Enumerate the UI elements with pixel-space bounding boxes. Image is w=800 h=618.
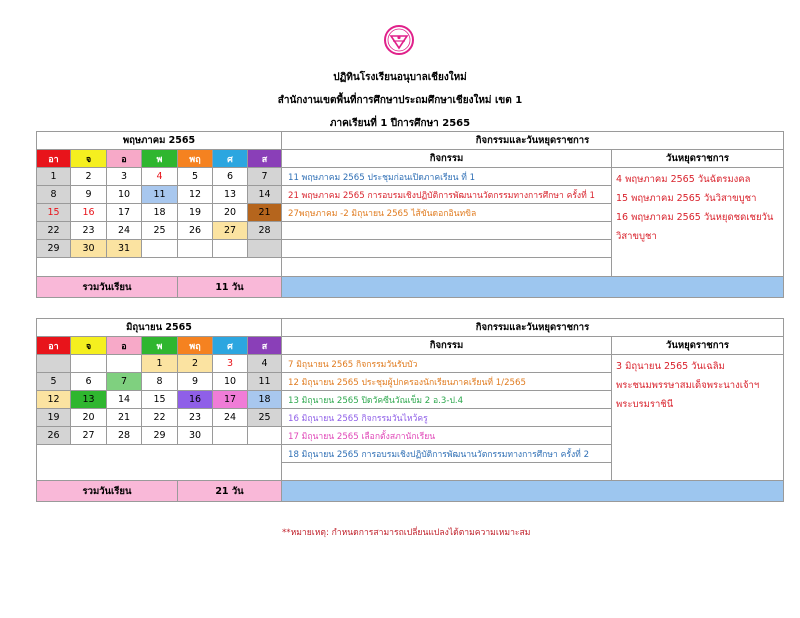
june-holiday-list: [612, 355, 784, 481]
day-cell: 1: [142, 355, 178, 373]
day-cell: 30: [71, 240, 107, 258]
day-cell: 18: [142, 204, 178, 222]
day-cell: [142, 240, 178, 258]
weekday-wed: พ: [142, 150, 178, 168]
weekday-sat: ส: [248, 150, 282, 168]
may-calendar-table: [36, 131, 784, 298]
june-summary-band: [282, 481, 784, 502]
weekday-sun: อา: [37, 337, 71, 355]
day-cell: 10: [213, 373, 248, 391]
day-cell: 6: [213, 168, 248, 186]
day-cell: 4: [142, 168, 178, 186]
weekday-thu: พฤ: [178, 150, 213, 168]
weekday-wed: พ: [142, 337, 178, 355]
day-cell: 29: [37, 240, 71, 258]
weekday-tue: อ: [107, 150, 142, 168]
day-cell: 22: [37, 222, 71, 240]
day-cell: 3: [213, 355, 248, 373]
may-activity-header: กิจกรรม: [282, 150, 612, 168]
day-cell: 13: [71, 391, 107, 409]
activity-empty: [282, 258, 612, 277]
day-cell: 2: [178, 355, 213, 373]
activity-empty: [282, 463, 612, 481]
activity-item: 11 พฤษภาคม 2565 ประชุมก่อนเปิดภาคเรียน ที่ 1: [282, 168, 612, 186]
day-cell: 27: [71, 427, 107, 445]
day-cell: 24: [107, 222, 142, 240]
day-cell: 7: [107, 373, 142, 391]
day-cell: 26: [178, 222, 213, 240]
day-cell: 26: [37, 427, 71, 445]
day-cell: 8: [37, 186, 71, 204]
holiday-item: 4 พฤษภาคม 2565 วันฉัตรมงคล: [616, 174, 751, 185]
day-cell: 9: [71, 186, 107, 204]
day-cell: 12: [178, 186, 213, 204]
activity-empty: [282, 240, 612, 258]
june-month-title: มิถุนายน 2565: [37, 319, 282, 337]
day-cell: 17: [213, 391, 248, 409]
day-cell: 25: [248, 409, 282, 427]
day-cell: 14: [248, 186, 282, 204]
day-cell: 16: [71, 204, 107, 222]
june-summary-label: รวมวันเรียน: [37, 481, 178, 502]
holiday-item: 15 พฤษภาคม 2565 วันวิสาขบูชา: [616, 193, 757, 204]
june-holiday-header: วันหยุดราชการ: [612, 337, 784, 355]
title-school: ปฏิทินโรงเรียนอนุบาลเชียงใหม่: [333, 72, 467, 83]
day-cell: 6: [71, 373, 107, 391]
day-cell: 28: [107, 427, 142, 445]
day-cell: 8: [142, 373, 178, 391]
day-cell: 19: [37, 409, 71, 427]
june-activity-header: กิจกรรม: [282, 337, 612, 355]
june-section-title: กิจกรรมและวันหยุดราชการ: [282, 319, 784, 337]
day-cell: 15: [37, 204, 71, 222]
may-weekday-row: [37, 150, 784, 168]
title-semester: ภาคเรียนที่ 1 ปีการศึกษา 2565: [329, 118, 471, 129]
activity-item: 13 มิถุนายน 2565 ปิดวัคซีนวัณเข็ม 2 อ.3-ป.4: [282, 391, 612, 409]
weekday-sun: อา: [37, 150, 71, 168]
may-summary-label: รวมวันเรียน: [37, 277, 178, 298]
calendar-blank-row: [37, 258, 282, 277]
may-summary-value: 11 วัน: [178, 277, 282, 298]
activity-item: 27พฤษภาคม -2 มิถุนายน 2565 ไส้ขันดอกอินทขิล: [282, 204, 612, 222]
day-cell: 9: [178, 373, 213, 391]
activity-item: 16 มิถุนายน 2565 กิจกรรมวันไหว้ครู: [282, 409, 612, 427]
day-cell: [248, 427, 282, 445]
day-cell: 28: [248, 222, 282, 240]
weekday-fri: ศ: [213, 337, 248, 355]
weekday-sat: ส: [248, 337, 282, 355]
activity-item: 18 มิถุนายน 2565 การอบรมเชิงปฏิบัติการพัฒนานวัตกรรมทางการศึกษา ครั้งที่ 2: [282, 445, 612, 463]
activity-item: 12 มิถุนายน 2565 ประชุมผู้ปกครองนักเรียนภาคเรียนที่ 1/2565: [282, 373, 612, 391]
day-cell: 27: [213, 222, 248, 240]
day-cell: 29: [142, 427, 178, 445]
may-section-title: กิจกรรมและวันหยุดราชการ: [282, 132, 784, 150]
day-cell: 11: [142, 186, 178, 204]
june-weekday-row: [37, 337, 784, 355]
day-cell: 4: [248, 355, 282, 373]
june-calendar-table: [36, 318, 784, 502]
day-cell: 23: [71, 222, 107, 240]
day-cell: 13: [213, 186, 248, 204]
day-cell: 25: [142, 222, 178, 240]
day-cell: 3: [107, 168, 142, 186]
day-cell: [71, 355, 107, 373]
may-summary-band: [282, 277, 784, 298]
day-cell: [37, 355, 71, 373]
activity-item: 17 มิถุนายน 2565 เลือกตั้งสภานักเรียน: [282, 427, 612, 445]
weekday-thu: พฤ: [178, 337, 213, 355]
school-emblem-icon: [383, 24, 415, 56]
day-cell: 10: [107, 186, 142, 204]
day-cell: [213, 240, 248, 258]
holiday-item: 16 พฤษภาคม 2565 วันหยุดชดเชยวันวิสาขบูชา: [616, 212, 774, 242]
day-cell: 23: [178, 409, 213, 427]
day-cell: 17: [107, 204, 142, 222]
may-holiday-header: วันหยุดราชการ: [612, 150, 784, 168]
day-cell: 15: [142, 391, 178, 409]
calendar-blank-row: [37, 445, 282, 481]
day-cell: [178, 240, 213, 258]
day-cell: 20: [71, 409, 107, 427]
day-cell: [107, 355, 142, 373]
weekday-tue: อ: [107, 337, 142, 355]
day-cell: 2: [71, 168, 107, 186]
day-cell: 14: [107, 391, 142, 409]
day-cell: 18: [248, 391, 282, 409]
day-cell: 16: [178, 391, 213, 409]
day-cell: 12: [37, 391, 71, 409]
weekday-mon: จ: [71, 337, 107, 355]
day-cell: 30: [178, 427, 213, 445]
day-cell: 21: [107, 409, 142, 427]
day-cell: 19: [178, 204, 213, 222]
footnote: **หมายเหตุ: กำหนดการสามารถเปลี่ยนแปลงได้ตามความเหมาะสม: [282, 528, 531, 538]
day-cell: 11: [248, 373, 282, 391]
title-office: สำนักงานเขตพื้นที่การศึกษาประถมศึกษาเชียงใหม่ เขต 1: [277, 95, 523, 106]
may-holiday-list: [612, 168, 784, 277]
day-cell: 22: [142, 409, 178, 427]
day-cell: 20: [213, 204, 248, 222]
day-cell: 5: [178, 168, 213, 186]
activity-empty: [282, 222, 612, 240]
day-cell: 31: [107, 240, 142, 258]
activity-item: 7 มิถุนายน 2565 กิจกรรมวันรับบัว: [282, 355, 612, 373]
day-cell: 21: [248, 204, 282, 222]
activity-item: 21 พฤษภาคม 2565 การอบรมเชิงปฏิบัติการพัฒนานวัตกรรมทางการศึกษา ครั้งที่ 1: [282, 186, 612, 204]
june-summary-value: 21 วัน: [178, 481, 282, 502]
day-cell: 24: [213, 409, 248, 427]
day-cell: [248, 240, 282, 258]
may-month-title: พฤษภาคม 2565: [37, 132, 282, 150]
weekday-mon: จ: [71, 150, 107, 168]
day-cell: 7: [248, 168, 282, 186]
holiday-item: 3 มิถุนายน 2565 วันเฉลิมพระชนมพรรษาสมเด็จพระนางเจ้าฯ พระบรมราชินี: [616, 361, 760, 410]
weekday-fri: ศ: [213, 150, 248, 168]
day-cell: [213, 427, 248, 445]
day-cell: 5: [37, 373, 71, 391]
day-cell: 1: [37, 168, 71, 186]
